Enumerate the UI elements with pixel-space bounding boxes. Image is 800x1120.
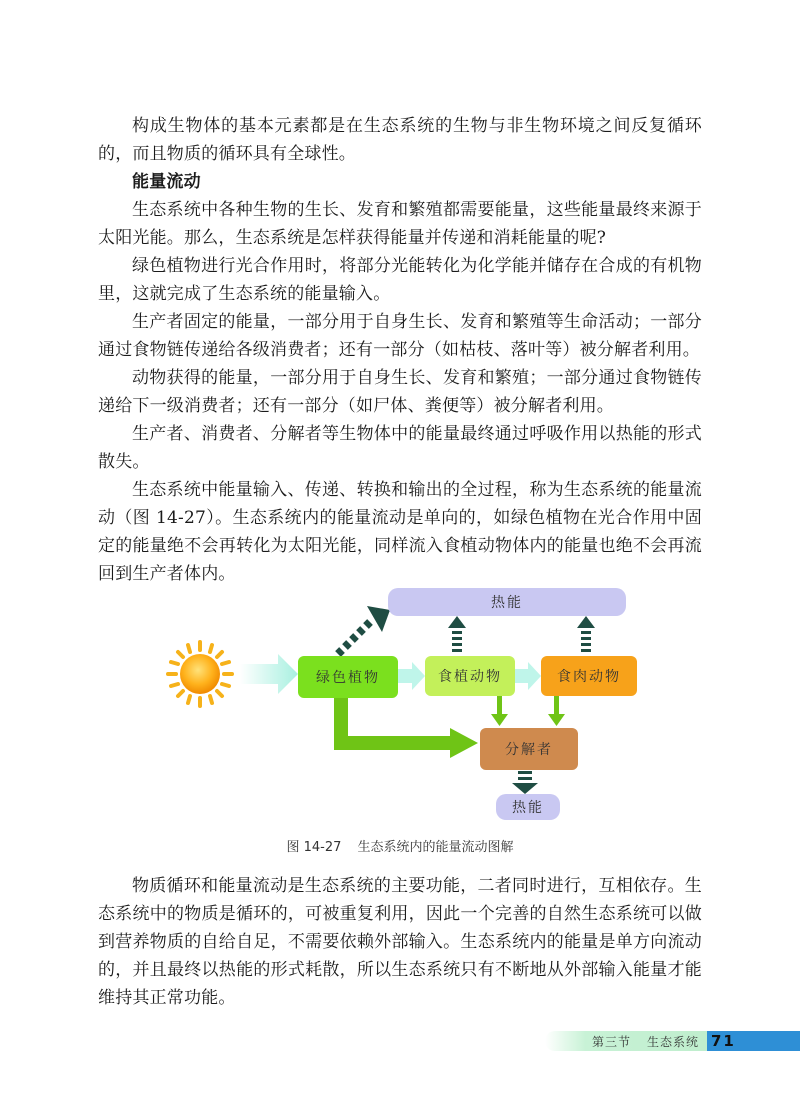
diagram-arrows <box>160 584 640 824</box>
page-number: 71 <box>707 1031 800 1051</box>
paragraph: 动物获得的能量，一部分用于自身生长、发育和繁殖；一部分通过食物链传递给下一级消费者；还有一部分（如尸体、粪便等）被分解者利用。 <box>98 368 702 416</box>
paragraph: 生产者固定的能量，一部分用于自身生长、发育和繁殖等生命活动；一部分通过食物链传递给各级消费者；还有一部分（如枯枝、落叶等）被分解者利用。 <box>98 312 702 360</box>
section-heading: 能量流动 <box>132 172 201 192</box>
figure-title: 生态系统内的能量流动图解 <box>357 840 514 855</box>
herbivores-box: 食植动物 <box>425 656 515 696</box>
energy-flow-diagram <box>160 584 640 824</box>
flow-arrow-herbivore-to-decomposer <box>491 696 508 726</box>
flow-arrow-green-to-decomposer <box>334 698 478 758</box>
heat-loss-arrow-green <box>338 606 390 654</box>
heat-box-top: 热能 <box>388 588 626 616</box>
flow-arrow-herbivore-to-carnivore <box>515 662 541 690</box>
sunlight-arrow <box>240 654 298 694</box>
body-text-bottom <box>98 872 702 1012</box>
flow-arrow-green-to-herbivore <box>398 662 425 690</box>
footer-section-label <box>545 1031 707 1051</box>
decomposers-box: 分解者 <box>480 728 578 770</box>
paragraph: 生态系统中能量输入、传递、转换和输出的全过程，称为生态系统的能量流动（图 14-27）。生态系统内的能量流动是单向的，如绿色植物在光合作用中固定的能量绝不会再转化为太阳光能，同样流入食植动物体内的能量也绝不会再流回到生产者体内。 <box>98 480 702 584</box>
paragraph: 构成生物体的基本元素都是在生态系统的生物与非生物环境之间反复循环的，而且物质的循环具有全球性。 <box>98 116 702 164</box>
carnivores-box: 食肉动物 <box>541 656 637 696</box>
figure-number: 图 14-27 <box>286 840 342 855</box>
page-footer <box>545 1031 800 1051</box>
flow-arrow-carnivore-to-decomposer <box>548 696 565 726</box>
figure-caption <box>0 836 800 855</box>
heat-loss-arrow-carnivore <box>577 616 595 652</box>
paragraph: 物质循环和能量流动是生态系统的主要功能，二者同时进行，互相依存。生态系统中的物质是循环的，可被重复利用，因此一个完善的自然生态系统可以做到营养物质的自给自足，不需要依赖外部输入。生态系统内的能量是单方向流动的，并且最终以热能的形式耗散，所以生态系统只有不断地从外部输入能量才能维持其正常功能。 <box>98 876 702 1008</box>
green-plants-box: 绿色植物 <box>298 656 398 698</box>
heat-box-bottom: 热能 <box>496 794 560 820</box>
footer-section: 第三节 <box>591 1034 631 1049</box>
body-text-top <box>98 112 702 588</box>
heat-loss-arrow-herbivore <box>448 616 466 652</box>
paragraph: 绿色植物进行光合作用时，将部分光能转化为化学能并储存在合成的有机物里，这就完成了生态系统的能量输入。 <box>98 256 702 304</box>
paragraph: 生态系统中各种生物的生长、发育和繁殖都需要能量，这些能量最终来源于太阳光能。那么，生态系统是怎样获得能量并传递和消耗能量的呢? <box>98 200 702 248</box>
sun-icon <box>168 642 232 706</box>
heat-loss-arrow-decomposer <box>512 771 538 794</box>
paragraph: 生产者、消费者、分解者等生物体中的能量最终通过呼吸作用以热能的形式散失。 <box>98 424 702 472</box>
footer-chapter: 生态系统 <box>646 1034 699 1049</box>
